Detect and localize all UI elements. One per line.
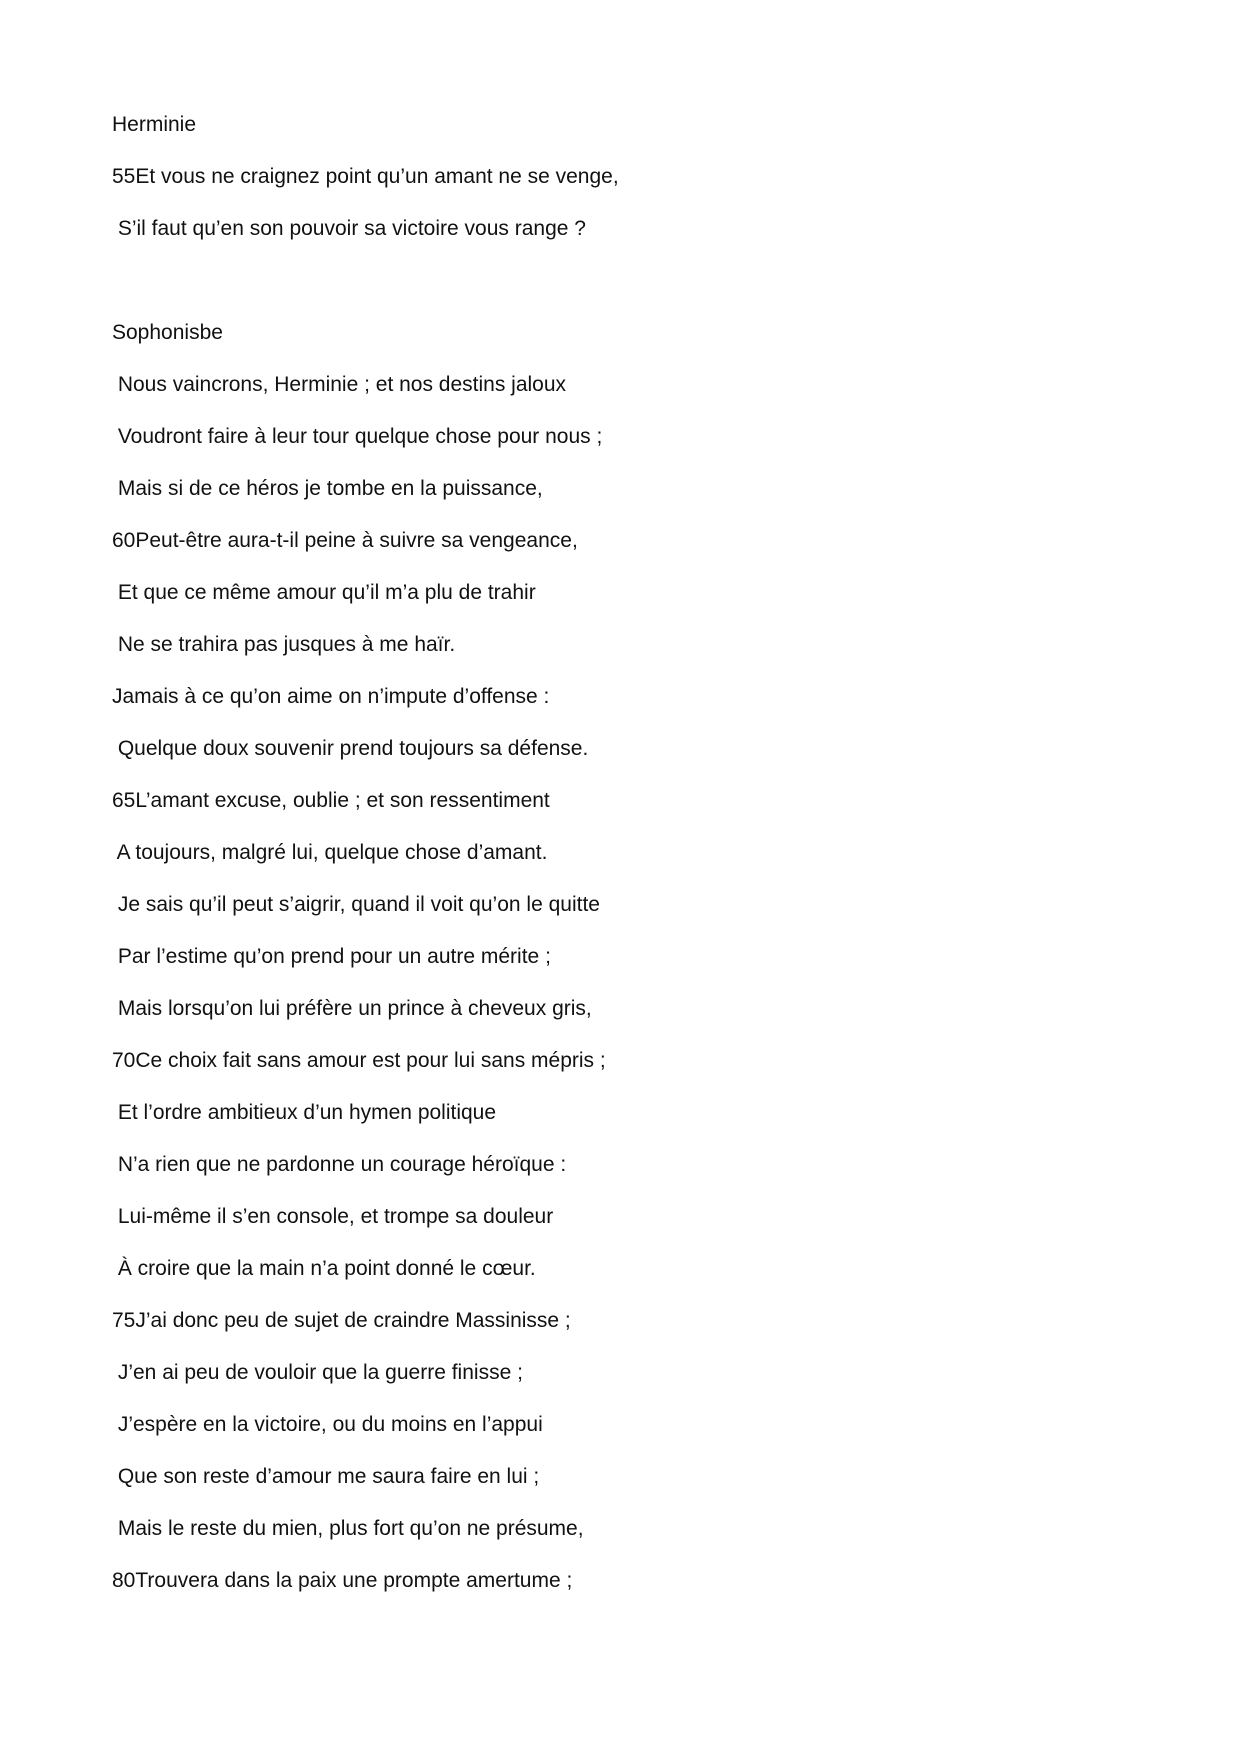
verse-line: Lui-même il s’en console, et trompe sa douleur: [112, 1205, 554, 1228]
verse-line: S’il faut qu’en son pouvoir sa victoire vous range ?: [112, 217, 586, 240]
verse-line: 55Et vous ne craignez point qu’un amant ne se venge,: [112, 165, 619, 188]
speaker-name: Sophonisbe: [112, 321, 223, 344]
verse-line: Et que ce même amour qu’il m’a plu de trahir: [112, 581, 536, 604]
verse-line: À croire que la main n’a point donné le cœur.: [112, 1257, 536, 1280]
speaker-name: Herminie: [112, 113, 197, 136]
verse-line: 70Ce choix fait sans amour est pour lui sans mépris ;: [112, 1049, 606, 1072]
verse-line: Quelque doux souvenir prend toujours sa défense.: [112, 737, 589, 760]
verse-line: Mais le reste du mien, plus fort qu’on ne présume,: [112, 1517, 584, 1540]
verse-line: Et l’ordre ambitieux d’un hymen politique: [112, 1101, 497, 1124]
verse-line: Jamais à ce qu’on aime on n’impute d’offense :: [112, 685, 550, 708]
verse-line: Que son reste d’amour me saura faire en lui ;: [112, 1465, 540, 1488]
verse-line: 75J’ai donc peu de sujet de craindre Massinisse ;: [112, 1309, 571, 1332]
verse-line: A toujours, malgré lui, quelque chose d’amant.: [112, 841, 548, 864]
verse-line: N’a rien que ne pardonne un courage héroïque :: [112, 1153, 567, 1176]
verse-line: J’espère en la victoire, ou du moins en l’appui: [112, 1413, 543, 1436]
verse-line: Ne se trahira pas jusques à me haïr.: [112, 633, 456, 656]
verse-line: Voudront faire à leur tour quelque chose pour nous ;: [112, 425, 603, 448]
verse-line: 65L’amant excuse, oublie ; et son ressentiment: [112, 789, 550, 812]
verse-line: 80Trouvera dans la paix une prompte amertume ;: [112, 1569, 573, 1592]
verse-line: J’en ai peu de vouloir que la guerre finisse ;: [112, 1361, 523, 1384]
verse-line: Mais si de ce héros je tombe en la puissance,: [112, 477, 543, 500]
verse-line: Par l’estime qu’on prend pour un autre mérite ;: [112, 945, 551, 968]
verse-line: Je sais qu’il peut s’aigrir, quand il voit qu’on le quitte: [112, 893, 600, 916]
verse-line: 60Peut-être aura-t-il peine à suivre sa vengeance,: [112, 529, 578, 552]
verse-line: Mais lorsqu’on lui préfère un prince à cheveux gris,: [112, 997, 592, 1020]
verse-line: Nous vaincrons, Herminie ; et nos destins jaloux: [112, 373, 567, 396]
